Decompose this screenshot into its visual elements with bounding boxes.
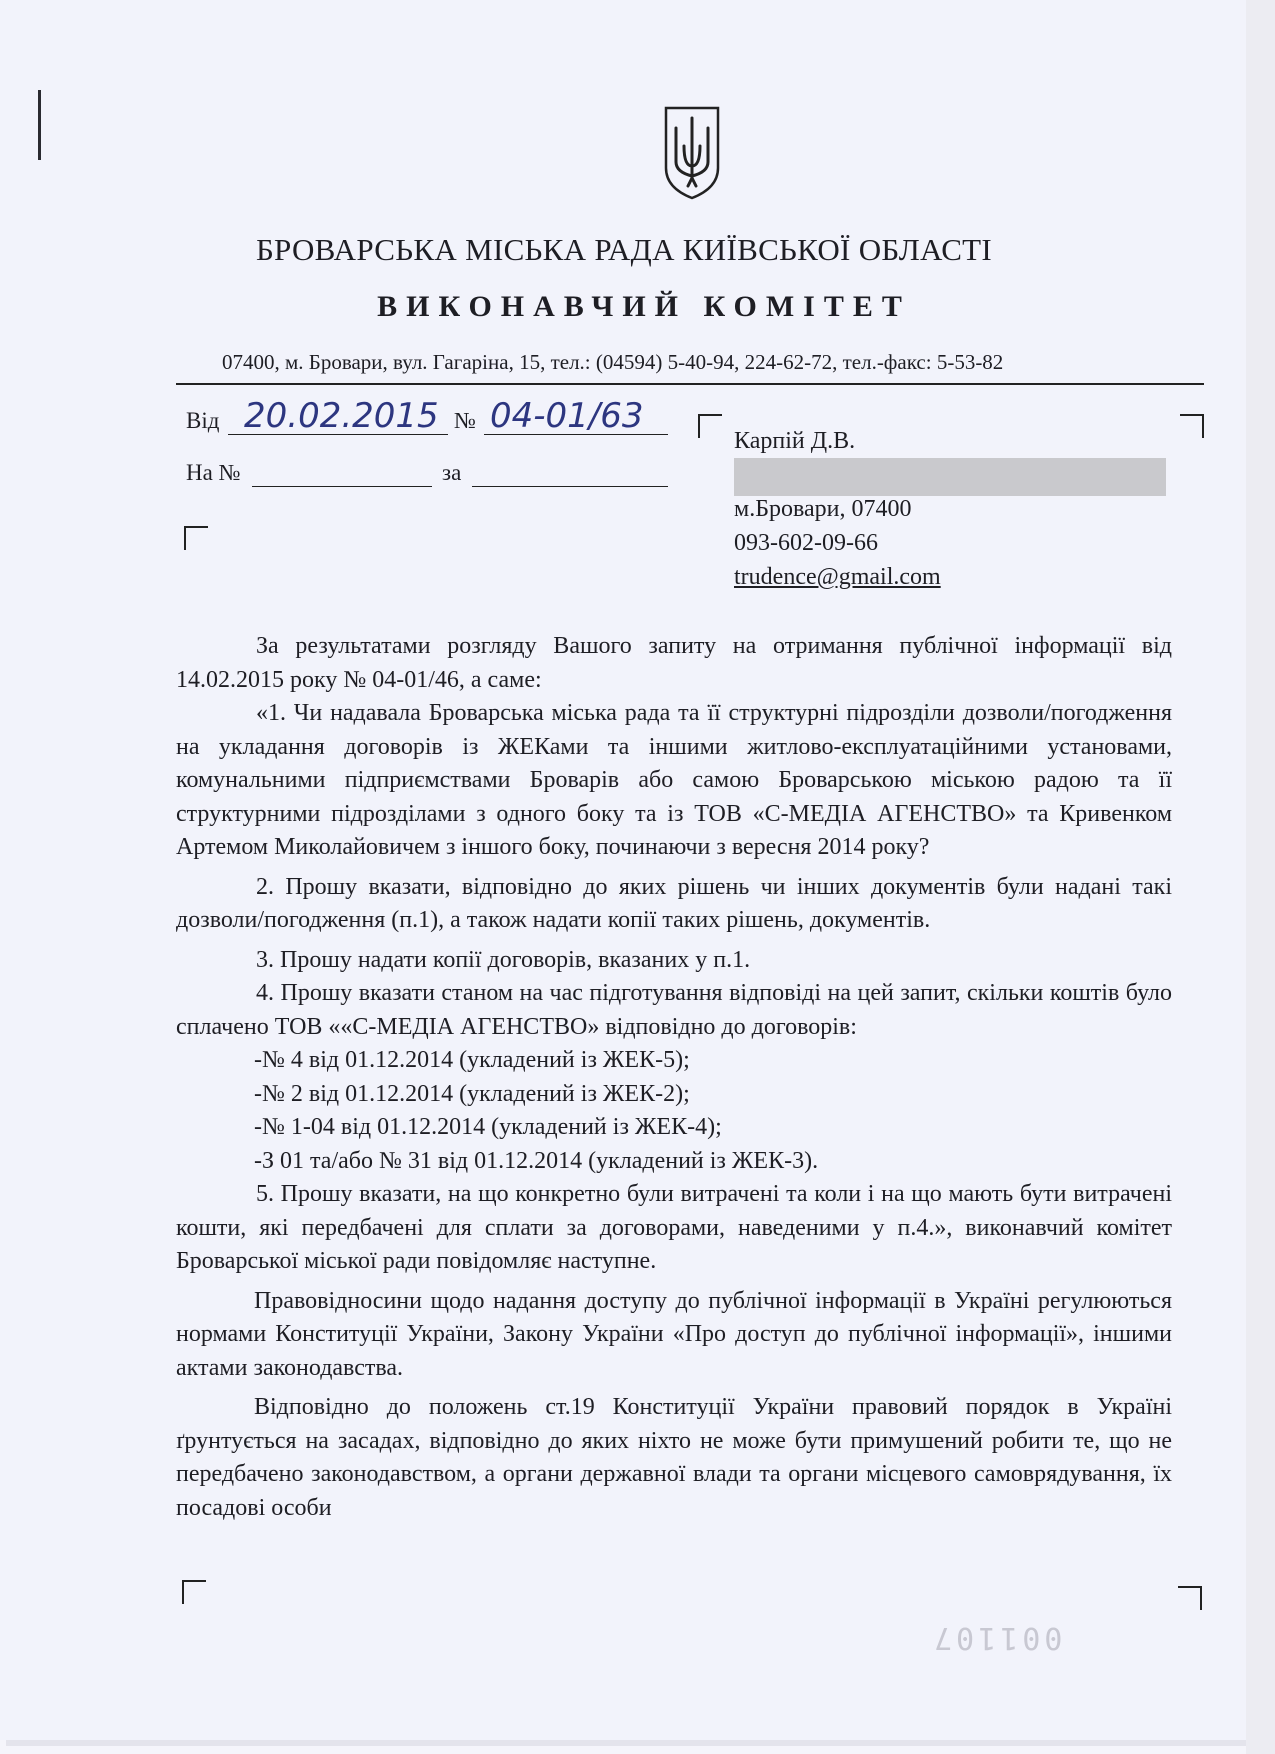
corner-mark <box>184 526 208 550</box>
za-label: за <box>442 460 462 485</box>
handwritten-date: 20.02.2015 <box>244 396 439 436</box>
contract-item: -№ 2 від 01.12.2014 (укладений із ЖЕК-2); <box>254 1080 690 1107</box>
paragraph-question-4: 4. Прошу вказати станом на час підготування відповіді на цей запит, скільки коштів було сплачено ТОВ ««С-МЕДІА АГЕНСТВО» відповідно до договорів: <box>176 980 1172 1040</box>
organization-address: 07400, м. Бровари, вул. Гагаріна, 15, тел.: (04594) 5-40-94, 224-62-72, тел.-факс: 5-53-82 <box>222 350 1004 374</box>
number-label: № <box>454 408 476 433</box>
contract-item: -№ 1-04 від 01.12.2014 (укладений із ЖЕК-4); <box>254 1114 722 1140</box>
paragraph-question-3: 3. Прошу надати копії договорів, вказаних у п.1. <box>256 946 751 973</box>
paragraph-question-5: 5. Прошу вказати, на що конкретно були витрачені та коли і на що мають бути витрачені кошти, які передбачені для сплати за договорами, наведеними у п.4.», виконавчий комітет Броварської міської ради повідомляє наступне. <box>176 1181 1172 1274</box>
recipient-city: м.Бровари, 07400 <box>734 496 912 522</box>
scan-edge <box>1246 0 1275 1754</box>
bleed-through-number: 001107 <box>930 1620 1063 1655</box>
corner-mark <box>182 1580 206 1604</box>
recipient-name: Карпій Д.В. <box>734 428 856 454</box>
paragraph-intro: За результатами розгляду Вашого запиту на отримання публічної інформації від 14.02.2015 року № 04-01/46, а саме: <box>176 633 1172 693</box>
margin-mark <box>38 90 41 160</box>
paragraph-question-2: 2. Прошу вказати, відповідно до яких рішень чи інших документів були надані такі дозволи/погодження (п.1), а також надати копії таких рішень, документів. <box>176 873 1172 933</box>
recipient-phone: 093-602-09-66 <box>734 530 878 556</box>
coat-of-arms-icon <box>662 106 722 200</box>
corner-mark <box>1178 1586 1202 1610</box>
paragraph-legal-basis: Правовідносини щодо надання доступу до публічної інформації в Україні регулюються нормами Конституції України, Закону України «Про доступ до публічної інформації», іншими актами законодавства. <box>176 1287 1172 1381</box>
contract-item: -З 01 та/або № 31 від 01.12.2014 (укладений із ЖЕК-3). <box>254 1147 819 1174</box>
letter-body <box>176 630 1172 1525</box>
from-label: Від <box>186 408 220 433</box>
recipient-email: trudence@gmail.com <box>734 564 941 590</box>
contract-item: -№ 4 від 01.12.2014 (укладений із ЖЕК-5); <box>254 1047 690 1073</box>
handwritten-number: 04-01/63 <box>490 396 644 436</box>
organization-title: БРОВАРСЬКА МІСЬКА РАДА КИЇВСЬКОЇ ОБЛАСТІ <box>255 232 993 267</box>
paragraph-question-1: «1. Чи надавала Броварська міська рада та її структурні підрозділи дозволи/погодження на укладання договорів із ЖЕКами та іншими житлово-експлуатаційними установами, комунальними підприємствами Броварів або самою Броварською міською радою та її структурними підрозділами з одного боку та із ТОВ «С-МЕДІА АГЕНСТВО» та Кривенком Артемом Миколайовичем з іншого боку, починаючи з вересня 2014 року? <box>176 700 1172 860</box>
committee-title: ВИКОНАВЧИЙ КОМІТЕТ <box>377 290 911 323</box>
redacted-address <box>734 458 1166 496</box>
corner-mark <box>698 414 722 438</box>
paragraph-constitution: Відповідно до положень ст.19 Конституції України правовий порядок в Україні ґрунтується на засадах, відповідно до яких ніхто не може бути примушений робити те, що не передбачено законодавством, а органи державної влади та органи місцевого самоврядування, їх посадові особи <box>176 1394 1172 1521</box>
za-underline <box>472 486 668 487</box>
corner-mark <box>1180 414 1204 438</box>
header-divider <box>176 383 1204 385</box>
on-number-label: На № <box>186 460 241 485</box>
on-number-underline <box>252 486 432 487</box>
